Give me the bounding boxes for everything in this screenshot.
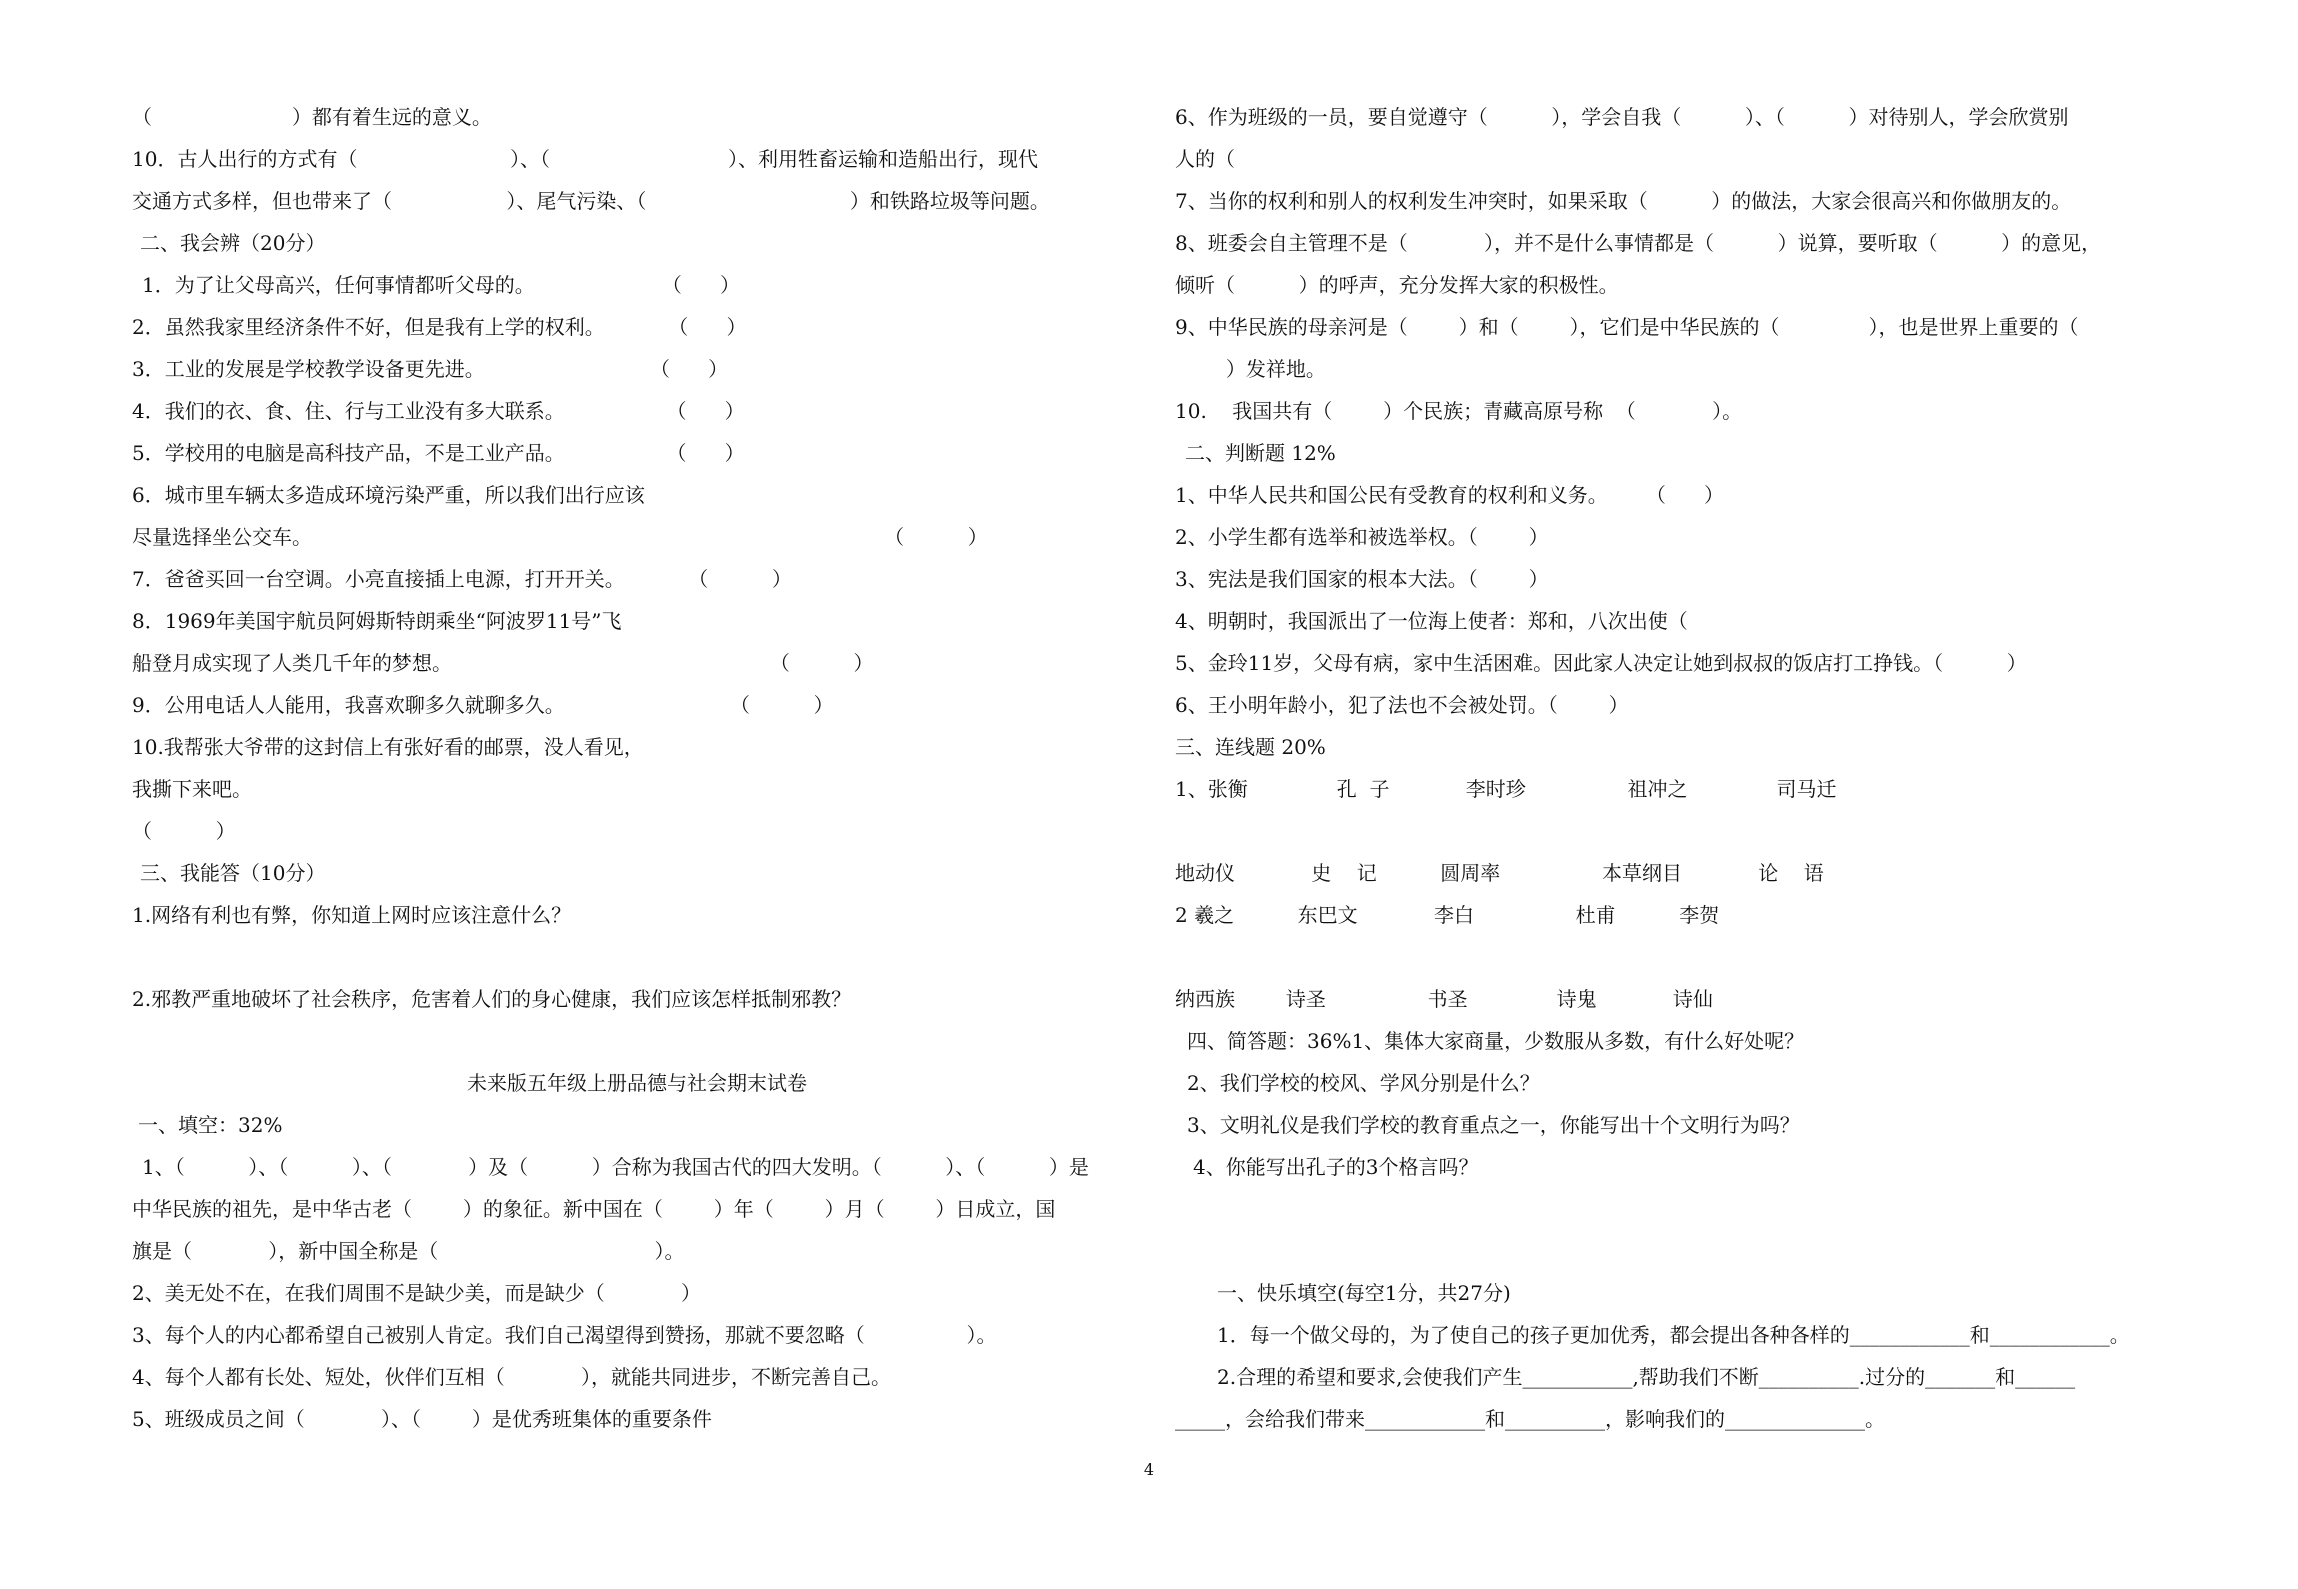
text-line: 3．工业的发展是学校教学设备更先进。 （ ） [132, 357, 729, 381]
text-line: 三、我能答（10分） [140, 861, 326, 885]
text-line [1175, 1188, 2185, 1230]
text-line: _____，会给我们带来____________和__________，影响我们的______________。 [1175, 1407, 1885, 1431]
text-line [1175, 1230, 2185, 1272]
text-line: 7．爸爸买回一台空调。小亮直接插上电源，打开开关。 （ ） [132, 567, 792, 591]
text-line: （ ）都有着生远的意义。 [132, 105, 492, 129]
text-line: 6、作为班级的一员，要自觉遵守（ ），学会自我（ ）、（ ）对待别人，学会欣赏别 [1175, 105, 2069, 129]
text-line [1175, 936, 2185, 978]
text-line: 5．学校用的电脑是高科技产品，不是工业产品。 （ ） [132, 441, 745, 465]
text-line: 3、宪法是我们国家的根本大法。（ ） [1175, 567, 1549, 591]
text-line: 2．虽然我家里经济条件不好，但是我有上学的权利。 （ ） [132, 315, 747, 339]
text-line: 1.网络有利也有弊，你知道上网时应该注意什么？ [132, 903, 572, 927]
text-line: 9．公用电话人人能用，我喜欢聊多久就聊多久。 （ ） [132, 693, 834, 717]
text-line: 1、中华人民共和国公民有受教育的权利和义务。 （ ） [1175, 483, 1725, 507]
text-line: 2、我们学校的校风、学风分别是什么？ [1187, 1071, 1540, 1095]
text-line: 船登月成实现了人类几千年的梦想。 （ ） [132, 651, 874, 675]
exam-title: 未来版五年级上册品德与社会期末试卷 [467, 1071, 807, 1095]
text-line: 8．1969年美国宇航员阿姆斯特朗乘坐“阿波罗11号”飞 [132, 609, 622, 633]
text-line: 2、美无处不在，在我们周围不是缺少美，而是缺少（ ） [132, 1281, 702, 1305]
text-line: 一、快乐填空(每空1分，共27分) [1217, 1281, 1511, 1305]
text-line: 一、填空：32% [138, 1113, 283, 1137]
text-line: 4、你能写出孔子的3个格言吗？ [1193, 1155, 1479, 1179]
text-line: 三、连线题 20% [1175, 735, 1326, 759]
text-line: 2、小学生都有选举和被选举权。（ ） [1175, 525, 1549, 549]
text-line: 6．城市里车辆太多造成环境污染严重，所以我们出行应该 [132, 483, 645, 507]
text-line: 7、当你的权利和别人的权利发生冲突时，如果采取（ ）的做法，大家会很高兴和你做朋友的。 [1175, 189, 2072, 213]
text-line [1175, 810, 2185, 852]
text-line: 倾听（ ）的呼声，充分发挥大家的积极性。 [1175, 273, 1619, 297]
text-line: 中华民族的祖先，是中华古老（ ）的象征。新中国在（ ）年（ ）月（ ）日成立，国 [132, 1197, 1056, 1221]
text-line: 1．每一个做父母的，为了使自己的孩子更加优秀，都会提出各种各样的____________和____________。 [1217, 1323, 2130, 1347]
text-line: 纳西族 诗圣 书圣 诗鬼 诗仙 [1175, 987, 1713, 1011]
text-line: 我撕下来吧。 [132, 777, 252, 801]
text-line: 二、我会辨（20分） [140, 231, 326, 255]
text-line: （ ） [132, 819, 236, 843]
text-line: 2 羲之 东巴文 李白 杜甫 李贺 [1175, 903, 1720, 927]
text-line: 10. 我国共有（ ）个民族；青藏高原号称 （ ）。 [1175, 399, 1743, 423]
text-line: 8、班委会自主管理不是（ ），并不是什么事情都是（ ）说算，要听取（ ）的意见， [1175, 231, 2102, 255]
text-line: 二、判断题 12% [1185, 441, 1336, 465]
text-line: 尽量选择坐公交车。 （ ） [132, 525, 988, 549]
text-line [132, 936, 1142, 978]
text-line: 6、王小明年龄小，犯了法也不会被处罚。（ ） [1175, 693, 1629, 717]
text-line [132, 1020, 1142, 1062]
page-number: 4 [1143, 1460, 1155, 1479]
text-line: 四、简答题：36%1、集体大家商量，少数服从多数，有什么好处呢？ [1187, 1029, 1805, 1053]
text-line: 1．为了让父母高兴，任何事情都听父母的。 （ ） [142, 273, 741, 297]
text-line: 人的（ [1175, 147, 1235, 171]
text-line: 4、每个人都有长处、短处，伙伴们互相（ ），就能共同进步，不断完善自己。 [132, 1365, 892, 1389]
text-line: 旗是（ ），新中国全称是（ ）。 [132, 1239, 685, 1263]
right-column [1175, 96, 2185, 1440]
text-line: ）发祥地。 [1175, 357, 1326, 381]
text-line: 10．古人出行的方式有（ ）、（ ）、利用牲畜运输和造船出行，现代 [132, 147, 1039, 171]
text-line: 9、中华民族的母亲河是（ ）和（ ），它们是中华民族的（ ），也是世界上重要的（ [1175, 315, 2079, 339]
text-line: 4．我们的衣、食、住、行与工业没有多大联系。 （ ） [132, 399, 745, 423]
text-line: 2.合理的希望和要求,会使我们产生___________,帮助我们不断__________.过分的_______和______ [1217, 1365, 2076, 1389]
text-line: 1、张衡 孔 子 李时珍 祖冲之 司马迁 [1175, 777, 1837, 801]
left-column [132, 96, 1142, 1440]
text-line: 交通方式多样，但也带来了（ ）、尾气污染、（ ）和铁路垃圾等问题。 [132, 189, 1050, 213]
text-line: 3、文明礼仪是我们学校的教育重点之一，你能写出十个文明行为吗？ [1187, 1113, 1800, 1137]
text-line: 地动仪 史 记 圆周率 本草纲目 论 语 [1175, 861, 1824, 885]
text-line: 4、明朝时，我国派出了一位海上使者：郑和，八次出使（ [1175, 609, 1688, 633]
text-line: 10.我帮张大爷带的这封信上有张好看的邮票，没人看见， [132, 735, 644, 759]
text-line: 5、班级成员之间（ ）、（ ）是优秀班集体的重要条件 [132, 1407, 712, 1431]
text-line: 2.邪教严重地破坏了社会秩序，危害着人们的身心健康，我们应该怎样抵制邪教？ [132, 987, 852, 1011]
text-line: 3、每个人的内心都希望自己被别人肯定。我们自己渴望得到赞扬，那就不要忽略（ ）。 [132, 1323, 997, 1347]
text-line: 1、（ ）、（ ）、（ ）及（ ）合称为我国古代的四大发明。（ ）、（ ）是 [142, 1155, 1089, 1179]
text-line: 5、金玲11岁，父母有病，家中生活困难。因此家人决定让她到叔叔的饭店打工挣钱。（ ） [1175, 651, 2027, 675]
